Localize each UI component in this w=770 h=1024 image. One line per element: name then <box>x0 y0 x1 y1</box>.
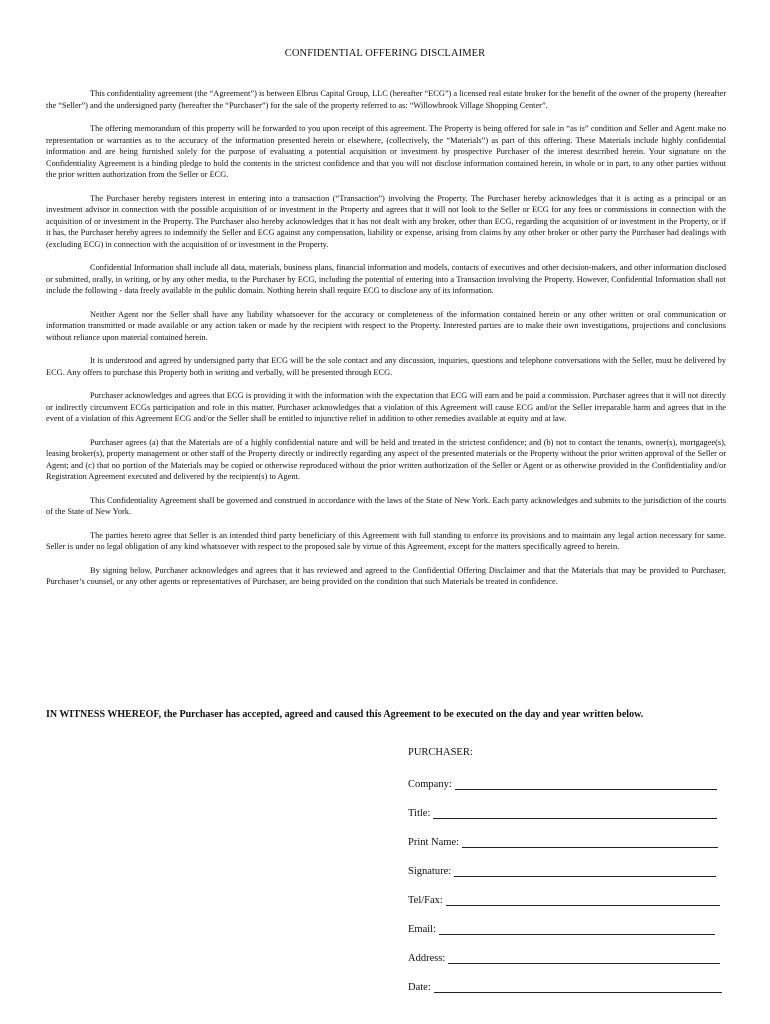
date-field <box>408 979 722 993</box>
agreement-body <box>46 88 726 600</box>
tel-fax-line[interactable] <box>446 895 720 906</box>
print-name-label: Print Name: <box>408 837 460 848</box>
paragraph-acknowledgement: By signing below, Purchaser acknowledges and agrees that it has reviewed and agreed to the Confidential Offering Disclaimer and that the Materials that may be provided to Purchaser, Purchaser’s counsel, or any other agents or representatives of Purchaser, are being provided on the condition that such Materials be treated in confidence. <box>46 565 726 586</box>
paragraph-governing-law: This Confidentiality Agreement shall be governed and construed in accordance with the laws of the State of New York. Each party acknowledges and submits to the jurisdiction of the courts of the State of New York. <box>46 495 726 516</box>
paragraph-purchaser-agrees: Purchaser agrees (a) that the Materials are of a highly confidential nature and will be held and treated in the strictest confidence; and (b) not to contact the tenants, owner(s), mortgagee(s), leasing broker(s), property management or other staff of the Property directly or indirectly regarding any aspect of the presented materials or the Property without the prior written approval of the Seller or Agent; and (c) that no portion of the Materials may be copied or otherwise reproduced without the prior written authorization of the Seller or Agent or as otherwise provided in the Confidentiality and/or Registration Agreement executed and delivered by the recipient(s) to Agent. <box>46 437 726 481</box>
company-field <box>408 776 717 790</box>
date-label: Date: <box>408 982 431 993</box>
company-label: Company: <box>408 779 452 790</box>
print-name-field <box>408 834 718 848</box>
paragraph-offering-memorandum: The offering memorandum of this property will be forwarded to you upon receipt of this agreement. The Property is being offered for sale in “as is” condition and Seller and Agent make no representation or warranties as to the accuracy of the information presented herein or elsewhere, (collectively, the “Materials”) as part of this offering. These Materials include highly confidential information and are being furnished solely for the purpose of evaluating a potential acquisition or investment by prospective Purchaser of the interest described herein. Your signature on the Confidentiality Agreement is a binding pledge to hold the contents in the strictest confidence and that you will not disclose information contained herein, in whole or in part, to any other parties without the prior written authorization from the Seller or ECG. <box>46 124 726 179</box>
paragraph-third-party: The parties hereto agree that Seller is an intended third party beneficiary of this Agreement with full standing to enforce its provisions and to maintain any legal action necessary for same. Seller is under no legal obligation of any kind whatsoever with respect to the proposed sale by virtue of this Agreement, except for the matters specifically agreed to herein. <box>46 530 726 551</box>
title-line[interactable] <box>433 808 717 819</box>
address-line[interactable] <box>448 953 720 964</box>
paragraph-commission: Purchaser acknowledges and agrees that ECG is providing it with the information with the expectation that ECG will earn and be paid a commission. Purchaser agrees that it will not directly or indirectly circumvent ECGs participation and role in this matter. Purchaser acknowledges that a violation of this Agreement will cause ECG and/or the Seller irreparable harm and agrees that in the event of a violation of this Agreement ECG and/or the Seller shall be entitled to injunctive relief in addition to other remedies available at equity and at law. <box>46 391 726 423</box>
paragraph-confidential-information: Confidential Information shall include all data, materials, business plans, financial information and models, contacts of executives and other decision-makers, and other information disclosed or submitted, orally, in writing, or by any other media, to the Purchaser by ECG, including the potential of entering into a Transaction involving the Property. However, Confidential Information shall not include the following - data freely available in the public domain. Nothing herein shall require ECG to disclose any of its information. <box>46 263 726 295</box>
signature-field <box>408 863 716 877</box>
tel-fax-label: Tel/Fax: <box>408 895 443 906</box>
date-line[interactable] <box>434 982 722 993</box>
paragraph-registration: The Purchaser hereby registers interest in entering into a transaction (“Transaction”) involving the Property. The Purchaser hereby acknowledges that it is acting as a principal or an investment advisor in connection with the possible acquisition of or investment in the Property and agrees that it will not look to the Seller or ECG for any fees or commissions in connection with the acquisition of or investment in the Property. The Purchaser also hereby acknowledges that it has not dealt with any broker, other than ECG, regarding the acquisition of or investment in the Property, or if it has, the Purchaser hereby agrees to indemnify the Seller and ECG against any compensation, liability or expense, arising from claims by any other broker or other party the Purchaser had dealings with (excluding ECG) in connection with the acquisition of or investment in the Property. <box>46 193 726 249</box>
purchaser-heading: PURCHASER: <box>408 747 473 758</box>
email-field <box>408 921 715 935</box>
company-line[interactable] <box>455 779 717 790</box>
paragraph-parties: This confidentiality agreement (the “Agreement”) is between Elbrus Capital Group, LLC (hereafter “ECG”) a licensed real estate broker for the benefit of the owner of the property (hereafter the “Seller”) and the undersigned party (hereafter the “Purchaser”) for the sale of the property referred to as: “Willowbrook Village Shopping Center”. <box>46 89 726 110</box>
email-label: Email: <box>408 924 436 935</box>
paragraph-liability: Neither Agent nor the Seller shall have any liability whatsoever for the accuracy or completeness of the information contained herein or any other written or oral communication or information transmitted or made available or any action taken or made by the recipient with respect to the Property. Interested parties are to make their own investigations, projections and conclusions without reliance upon material contained herein. <box>46 309 726 342</box>
witness-clause: IN WITNESS WHEREOF, the Purchaser has accepted, agreed and caused this Agreement to be executed on the day and year written below. <box>46 709 644 720</box>
paragraph-sole-contact: It is understood and agreed by undersigned party that ECG will be the sole contact and any discussion, inquiries, questions and telephone conversations with the Seller, must be delivered by ECG. Any offers to purchase this Property both in writing and verbally, will be presented through ECG. <box>46 356 726 377</box>
signature-line[interactable] <box>454 866 716 877</box>
address-field <box>408 950 720 964</box>
title-label: Title: <box>408 808 431 819</box>
title-field <box>408 805 717 819</box>
address-label: Address: <box>408 953 446 964</box>
tel-fax-field <box>408 892 720 906</box>
email-line[interactable] <box>439 924 715 935</box>
signature-label: Signature: <box>408 866 452 877</box>
document-title: CONFIDENTIAL OFFERING DISCLAIMER <box>284 48 486 59</box>
print-name-line[interactable] <box>462 837 718 848</box>
